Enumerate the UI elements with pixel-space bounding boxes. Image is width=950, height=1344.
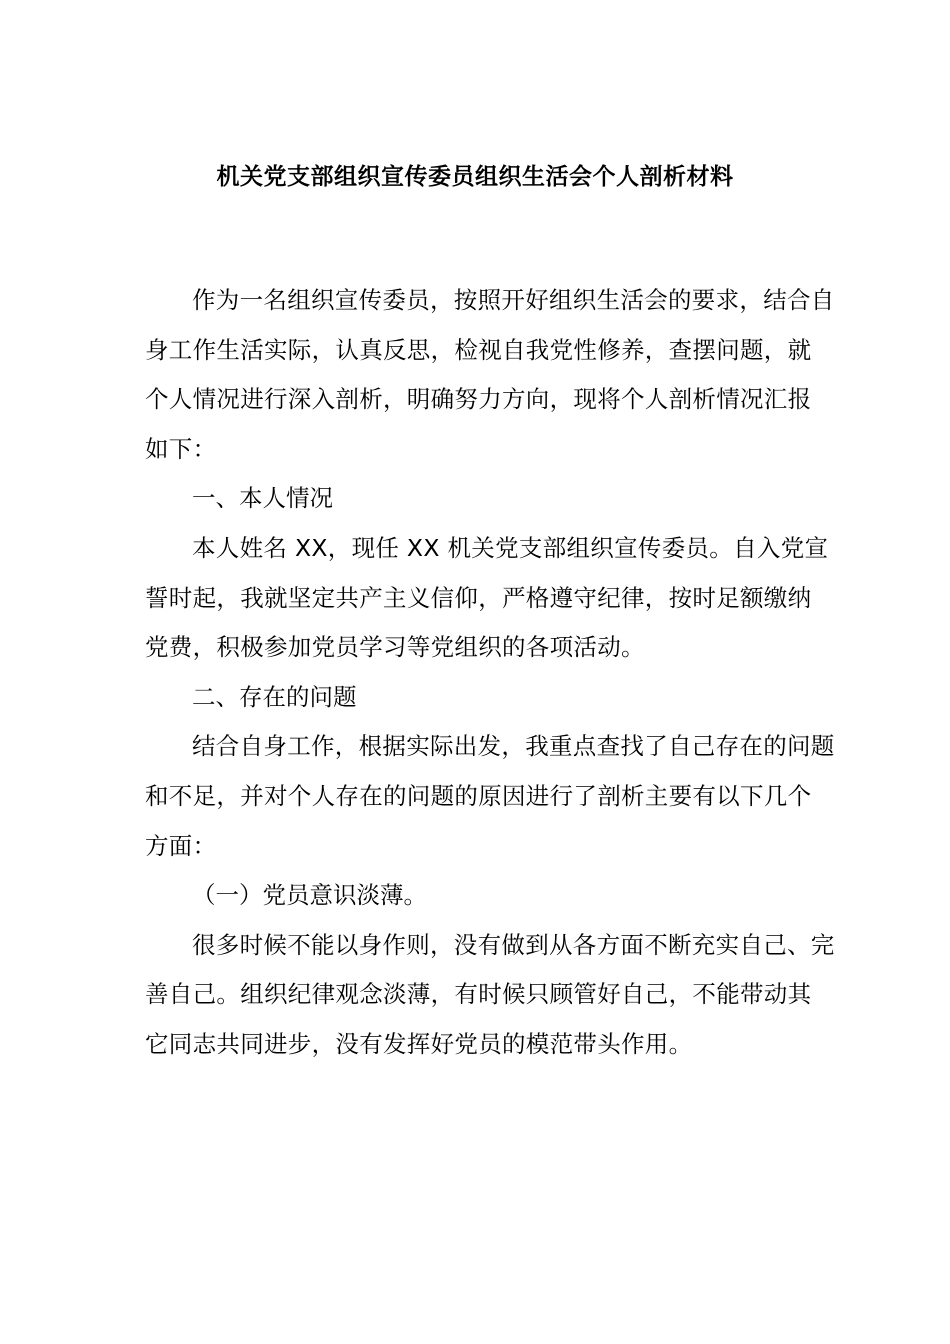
- subsection-heading-party-awareness: （一）党员意识淡薄。: [192, 881, 427, 910]
- problems-intro-paragraph: 结合自身工作，根据实际出发，我重点查找了自己存在的问题和不足，并对个人存在的问题的原因进行了剖析主要有以下几个方面：: [145, 732, 835, 860]
- section-heading-personal-info: 一、本人情况: [192, 484, 333, 513]
- document-body: [145, 276, 835, 1070]
- intro-paragraph: 作为一名组织宣传委员，按照开好组织生活会的要求，结合自身工作生活实际，认真反思，检视自我党性修养，查摆问题，就个人情况进行深入剖析，明确努力方向，现将个人剖析情况汇报如下：: [145, 286, 835, 463]
- personal-info-paragraph: 本人姓名 XX，现任 XX 机关党支部组织宣传委员。自入党宣誓时起，我就坚定共产主义信仰，严格遵守纪律，按时足额缴纳党费，积极参加党员学习等党组织的各项活动。: [145, 533, 829, 662]
- document-title: 机关党支部组织宣传委员组织生活会个人剖析材料: [216, 164, 734, 190]
- party-awareness-paragraph: 很多时候不能以身作则，没有做到从各方面不断充实自己、完善自己。组织纪律观念淡薄，有时候只顾管好自己，不能带动其它同志共同进步，没有发挥好党员的模范带头作用。: [145, 930, 835, 1058]
- section-heading-problems: 二、存在的问题: [192, 682, 357, 711]
